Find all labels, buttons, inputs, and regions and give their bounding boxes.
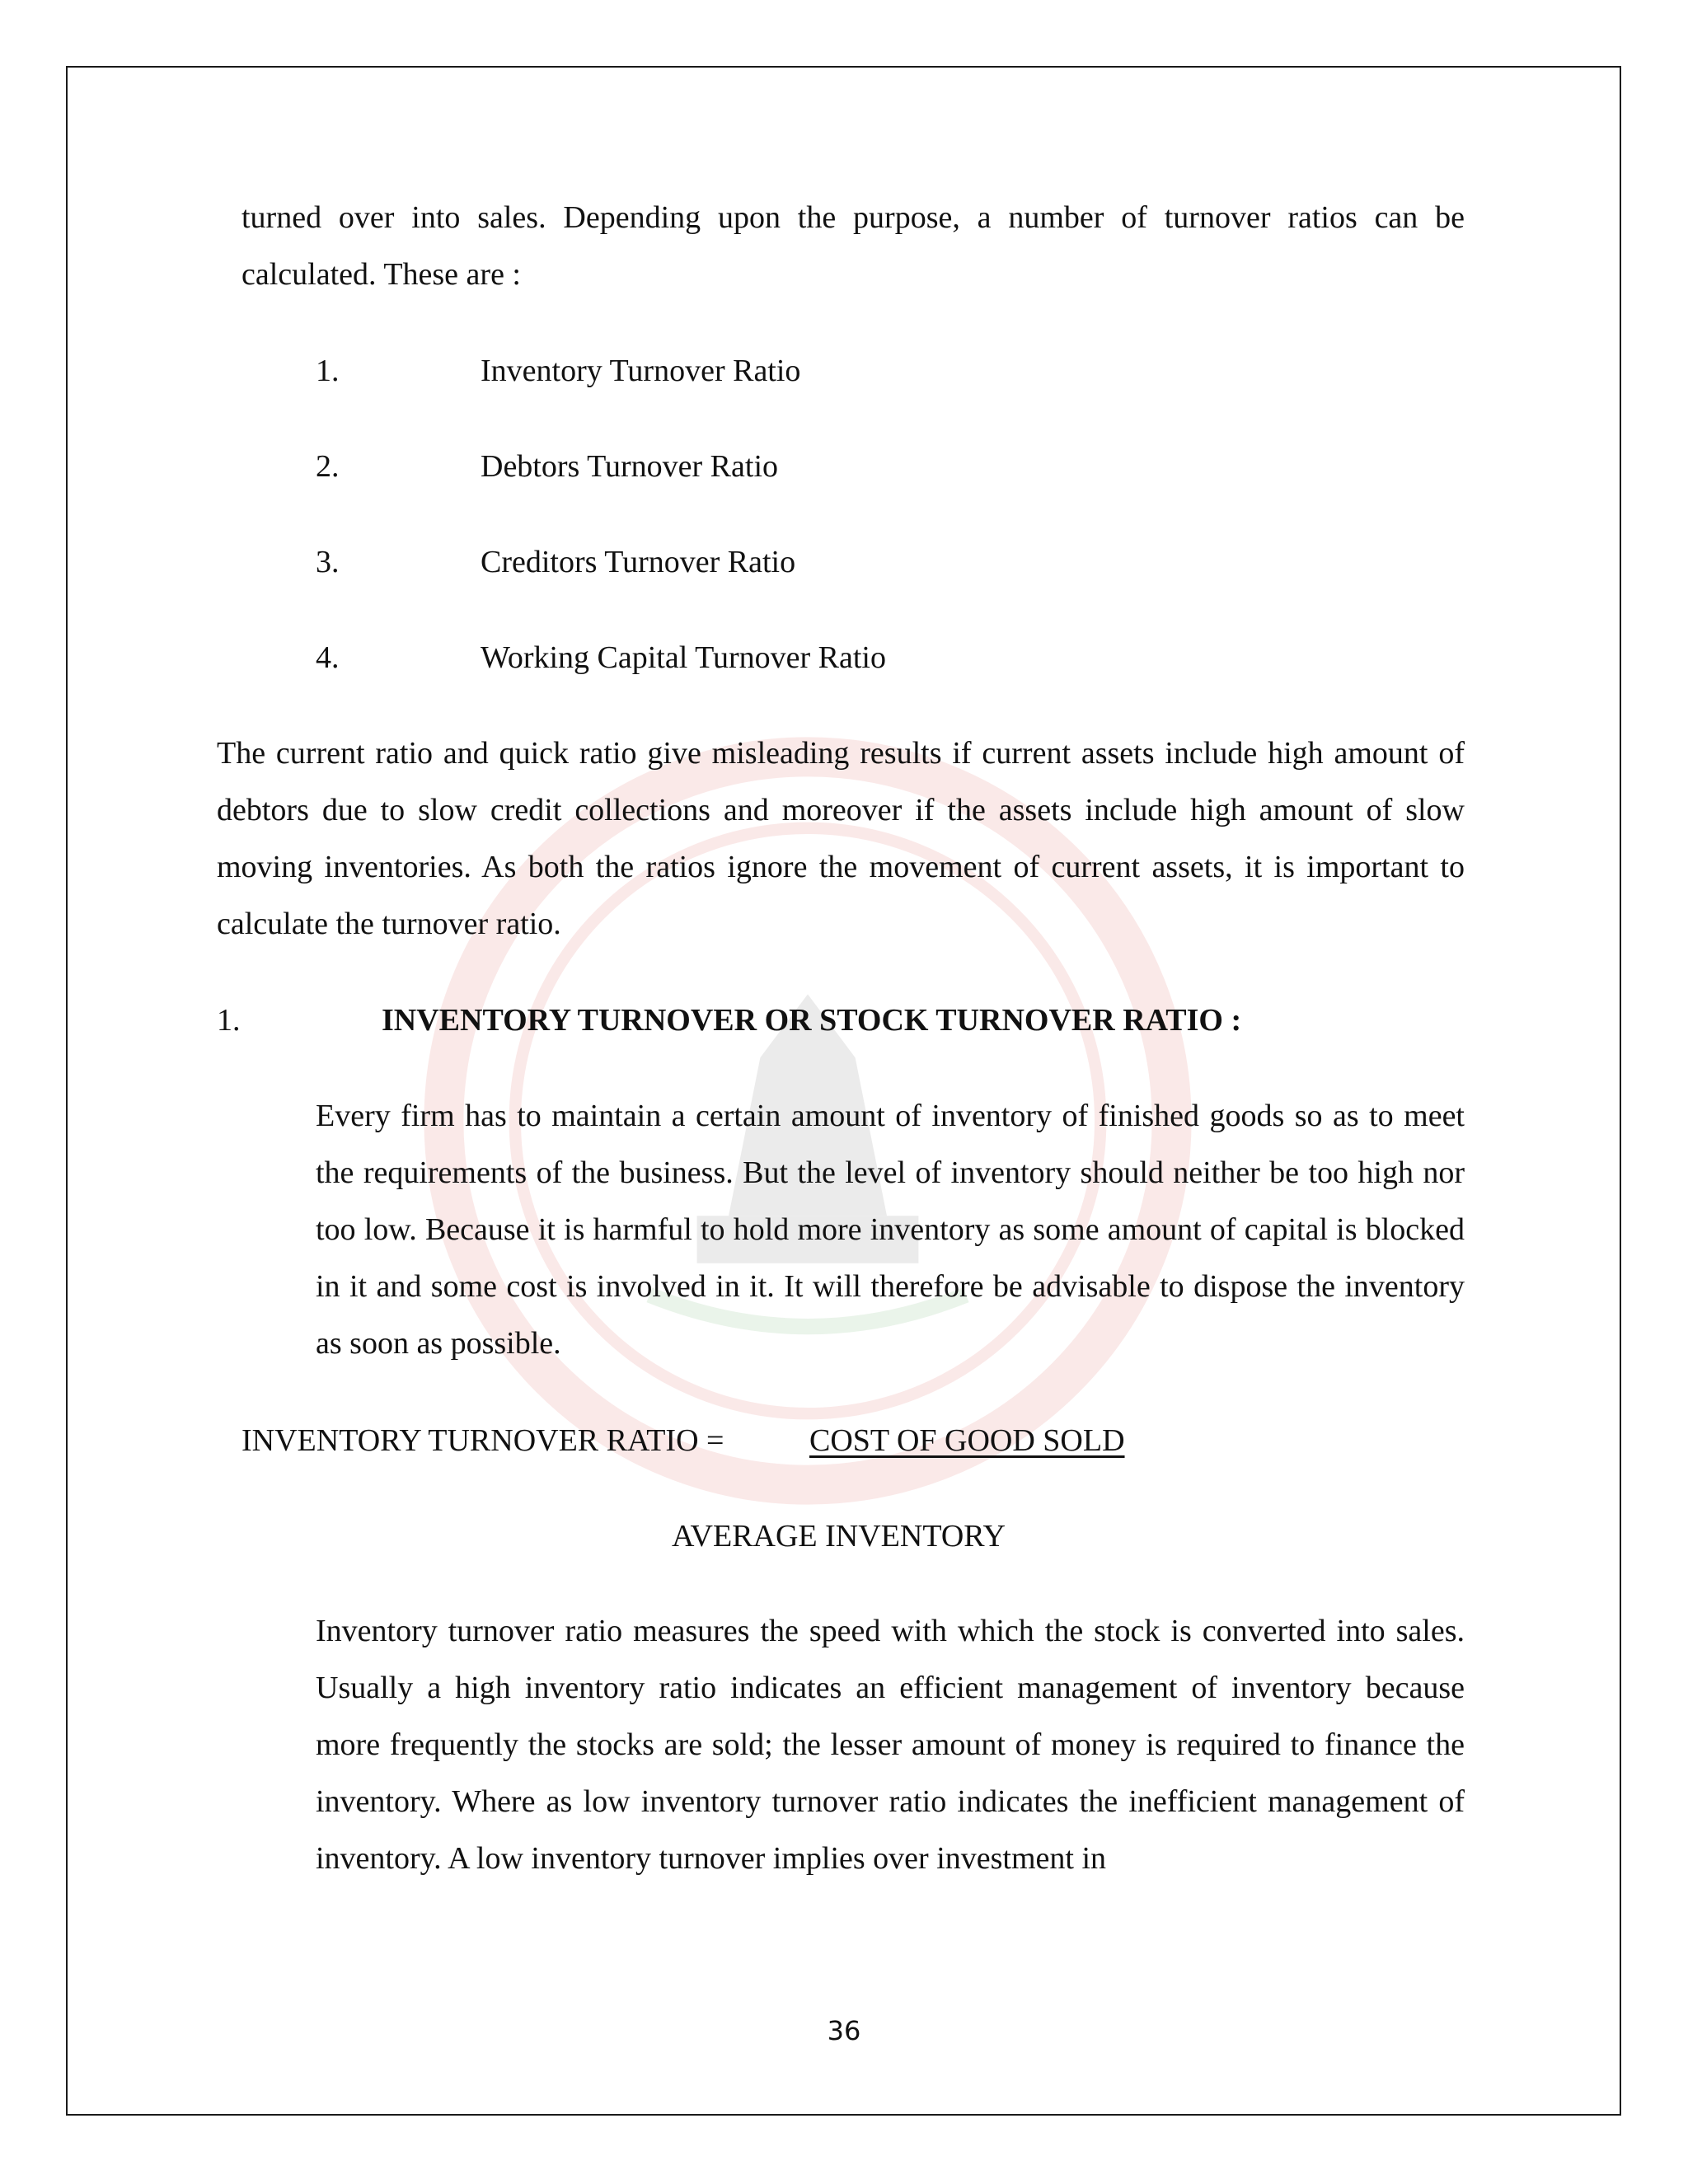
current-ratio-paragraph: The current ratio and quick ratio give misleading results if current assets include high amount of debtors due to slow credit collections and moreover if the assets include high amount of slow moving inventories. As both the ratios ignore the movement of current assets, it is important to calculate the turnover ratio.	[217, 736, 1465, 941]
list-label: Inventory Turnover Ratio	[481, 354, 801, 388]
page-number: 36	[827, 2015, 861, 2046]
explanation-paragraph: Inventory turnover ratio measures the speed with which the stock is converted into sales. Usually a high inventory ratio indicates an efficient management of inventory because more frequently the stocks are sold; the lesser amount of money is required to finance the inventory. Where as low inventory turnover ratio indicates the inefficient management of inventory. A low inventory turnover implies over investment in	[316, 1614, 1465, 1876]
list-label: Debtors Turnover Ratio	[481, 449, 778, 484]
list-number: 2.	[316, 449, 340, 484]
section-title: INVENTORY TURNOVER OR STOCK TURNOVER RATIO :	[382, 1003, 1242, 1038]
list-number: 4.	[316, 640, 340, 675]
formula-denominator: AVERAGE INVENTORY	[672, 1519, 1006, 1554]
section-paragraph: Every firm has to maintain a certain amount of inventory of finished goods so as to meet the requirements of the business. But the level of inventory should neither be too high nor too low. Because it is harmful to hold more inventory as some amount of capital is blocked in it and some cost is involved in it. It will therefore be advisable to dispose the inventory as soon as possible.	[316, 1099, 1465, 1361]
formula-label: INVENTORY TURNOVER RATIO =	[241, 1423, 724, 1458]
formula-numerator: COST OF GOOD SOLD	[809, 1423, 1125, 1458]
list-number: 1.	[316, 354, 340, 388]
intro-paragraph: turned over into sales. Depending upon the purpose, a number of turnover ratios can be calculated. These are :	[241, 200, 1465, 292]
list-number: 3.	[316, 545, 340, 579]
section-number: 1.	[217, 1003, 241, 1038]
list-label: Working Capital Turnover Ratio	[481, 640, 886, 675]
section-heading	[217, 1001, 1242, 1039]
list-label: Creditors Turnover Ratio	[481, 545, 796, 579]
